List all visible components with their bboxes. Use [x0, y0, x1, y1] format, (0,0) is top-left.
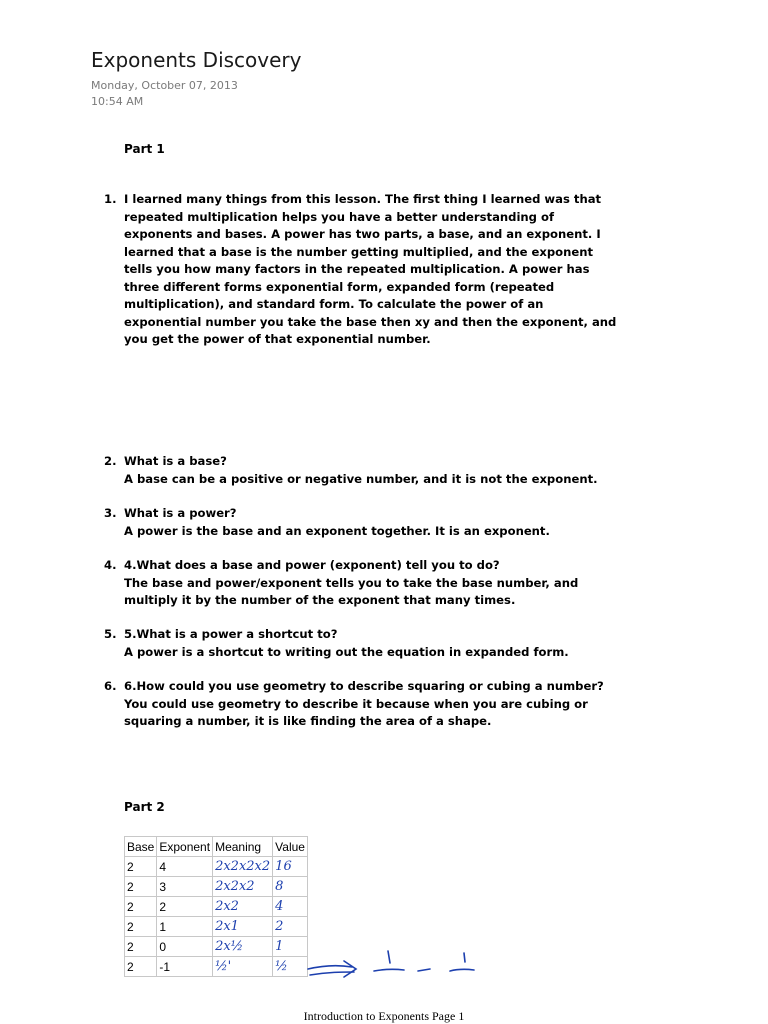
table-cell: 0: [157, 937, 213, 957]
item-answer: A power is the base and an exponent together. It is an exponent.: [124, 523, 550, 538]
table-cell: 2: [125, 917, 157, 937]
list-item: [104, 453, 624, 488]
page-title: Exponents Discovery: [91, 48, 302, 72]
item-number: 2.: [104, 454, 117, 468]
list-item: [104, 626, 624, 661]
note-date: Monday, October 07, 2013: [91, 79, 238, 92]
minus-stroke-icon: [418, 969, 430, 971]
item-question: 4.What does a base and power (exponent) tell you to do?: [124, 558, 500, 572]
table-cell: 2x2x2x2: [213, 857, 273, 877]
list-item: [104, 678, 624, 731]
column-header: Base: [125, 837, 157, 857]
item-answer: A power is a shortcut to writing out the equation in expanded form.: [124, 644, 569, 659]
table-cell: 2: [125, 897, 157, 917]
item-answer: You could use geometry to describe it because when you are cubing or squaring a number, it is like finding the area of a shape.: [124, 696, 588, 728]
item-answer: The base and power/exponent tells you to take the base number, and multiply it by the number of the exponent that many times.: [124, 575, 579, 607]
part1-label: Part 1: [124, 142, 165, 156]
item-answer: A base can be a positive or negative number, and it is not the exponent.: [124, 471, 598, 486]
note-time: 10:54 AM: [91, 95, 144, 108]
column-header: Exponent: [157, 837, 213, 857]
table-cell: 2x2x2: [213, 877, 273, 897]
part2-label: Part 2: [124, 800, 165, 814]
table-cell: 2: [125, 857, 157, 877]
table-row: [125, 877, 308, 897]
item-text: I learned many things from this lesson. The first thing I learned was that repeated multiplication helps you have a better understanding of exponents and bases. A power has two parts, a base, and an exponent. I learned that a base is the number getting multiplied, and the exponent tells you how many factors in the repeated multiplication. A power has three different forms exponential form, expanded form (repeated multiplication), and standard form. To calculate the power of an exponential number you take the base then xy and then the exponent, and you get the power of that exponential number.: [124, 192, 617, 346]
table-cell: -1: [157, 957, 213, 977]
fraction-numerator-icon: [464, 953, 465, 962]
item-number: 1.: [104, 192, 117, 206]
exponent-table-container: [120, 832, 310, 979]
table-cell: 2x1: [213, 917, 273, 937]
table-cell: 2: [157, 897, 213, 917]
item-number: 5.: [104, 627, 117, 641]
handwritten-arrow-drawing: [300, 945, 490, 985]
list-item: [104, 191, 624, 349]
fraction-bar-icon: [450, 969, 474, 971]
arrow-head-icon: [344, 961, 356, 977]
item-question: What is a power?: [124, 506, 237, 520]
table-cell: 4: [157, 857, 213, 877]
table-cell: ½': [213, 957, 273, 977]
table-row: [125, 857, 308, 877]
table-cell: 2: [125, 877, 157, 897]
list-item: [104, 557, 624, 610]
list-item: [104, 505, 624, 540]
exponent-table: [124, 836, 308, 977]
item-number: 6.: [104, 679, 117, 693]
table-cell: 2: [125, 937, 157, 957]
table-cell: 16: [273, 857, 308, 877]
table-cell: 2: [125, 957, 157, 977]
table-cell: 8: [273, 877, 308, 897]
arrow-line-icon: [308, 966, 352, 969]
table-cell: 2: [273, 917, 308, 937]
table-cell: 2x½: [213, 937, 273, 957]
item-number: 4.: [104, 558, 117, 572]
fraction-bar-icon: [374, 969, 404, 971]
table-cell: 4: [273, 897, 308, 917]
table-cell: 3: [157, 877, 213, 897]
table-cell: 2x2: [213, 897, 273, 917]
table-cell: ½: [273, 957, 308, 977]
table-cell: 1: [157, 917, 213, 937]
page-footer: Introduction to Exponents Page 1: [303, 1009, 465, 1023]
table-row: [125, 957, 308, 977]
table-row: [125, 897, 308, 917]
column-header: Value: [273, 837, 308, 857]
item-question: 6.How could you use geometry to describe squaring or cubing a number?: [124, 679, 604, 693]
table-header-row: [125, 837, 308, 857]
item-question: 5.What is a power a shortcut to?: [124, 627, 338, 641]
item-number: 3.: [104, 506, 117, 520]
table-row: [125, 917, 308, 937]
table-row: [125, 937, 308, 957]
item-question: What is a base?: [124, 454, 227, 468]
column-header: Meaning: [213, 837, 273, 857]
fraction-numerator-icon: [388, 951, 390, 963]
table-cell: 1: [273, 937, 308, 957]
